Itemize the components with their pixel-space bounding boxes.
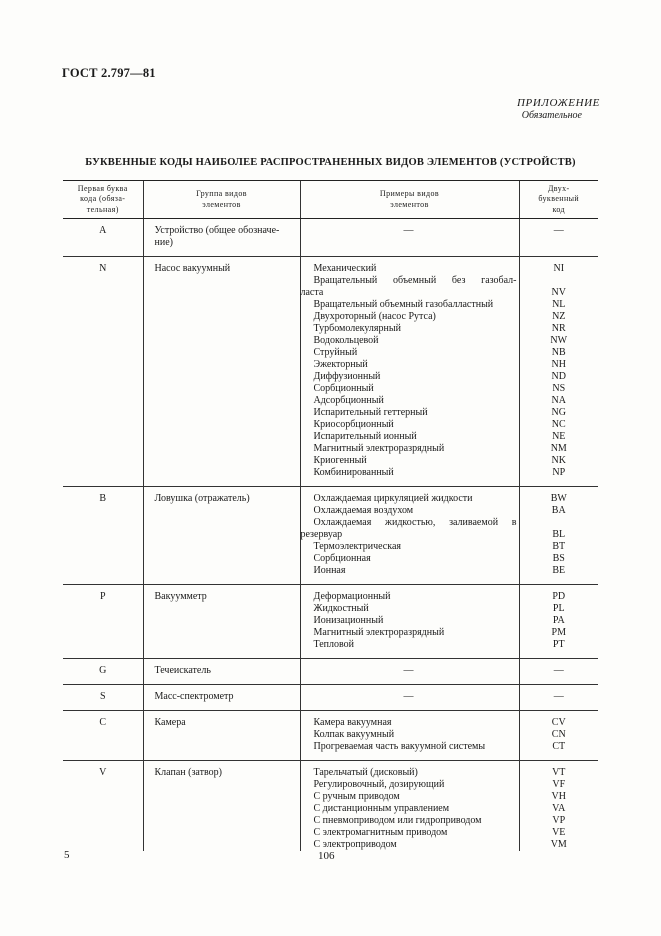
example-line: Механический <box>313 263 377 274</box>
two-letter-code: VA <box>552 803 566 814</box>
two-letter-code: NC <box>551 419 566 430</box>
group-line: Масс-спектрометр <box>154 691 234 702</box>
group-line: Течеискатель <box>154 665 211 676</box>
example-line: Колпак вакуумный <box>313 729 395 740</box>
table-row <box>63 585 598 659</box>
two-letter-code: NH <box>551 359 566 370</box>
code-cell <box>519 711 598 761</box>
table-row <box>63 487 598 585</box>
examples-cell <box>300 487 519 585</box>
two-letter-code: BE <box>552 565 566 576</box>
two-letter-code: BT <box>552 541 566 552</box>
example-line: Сорбционная <box>313 553 371 564</box>
group-cell <box>143 487 300 585</box>
two-letter-code: NG <box>551 407 566 418</box>
example-line: Водокольцевой <box>313 335 379 346</box>
group-line: Камера <box>154 717 186 728</box>
table-row <box>63 257 598 487</box>
empty-dash: — <box>553 665 564 676</box>
header-examples: Примеры видов элементов <box>300 181 519 219</box>
group-cell <box>143 685 300 711</box>
header-first-letter: Первая буква кода (обяза- тельная) <box>63 181 143 219</box>
example-line: Комбинированный <box>313 467 394 478</box>
example-line: Криогенный <box>313 455 367 466</box>
two-letter-code: NA <box>551 395 566 406</box>
examples-cell <box>300 659 519 685</box>
example-line: Охлаждаемая воздухом <box>313 505 414 516</box>
two-letter-code: ND <box>551 371 566 382</box>
two-letter-code: NM <box>550 443 567 454</box>
group-line: Клапан (затвор) <box>154 767 222 778</box>
two-letter-code: VT <box>552 767 566 778</box>
example-line: Двухроторный (насос Рутса) <box>313 311 436 322</box>
empty-dash: — <box>403 225 414 236</box>
code-cell <box>519 219 598 257</box>
two-letter-code: PT <box>552 639 565 650</box>
two-letter-code: NZ <box>552 311 566 322</box>
two-letter-code: NK <box>551 455 566 466</box>
two-letter-code: NV <box>551 287 566 298</box>
first-letter-cell: B <box>63 487 143 585</box>
code-spacer <box>522 517 597 529</box>
examples-cell <box>300 585 519 659</box>
two-letter-code: BW <box>550 493 567 504</box>
example-line: Турбомолекулярный <box>313 323 401 334</box>
two-letter-code: NL <box>552 299 566 310</box>
first-letter-cell: C <box>63 711 143 761</box>
example-line: С пневмоприводом или гидроприводом <box>313 815 482 826</box>
example-line: С ручным приводом <box>313 791 400 802</box>
two-letter-code: VF <box>552 779 566 790</box>
example-line: Деформационный <box>313 591 391 602</box>
letter-codes-table <box>63 180 598 851</box>
two-letter-code: VM <box>550 839 567 850</box>
group-line: Вакуумметр <box>154 591 207 602</box>
table-row <box>63 711 598 761</box>
two-letter-code: VH <box>551 791 566 802</box>
two-letter-code: BS <box>552 553 565 564</box>
examples-cell <box>300 219 519 257</box>
table-title: БУКВЕННЫЕ КОДЫ НАИБОЛЕЕ РАСПРОСТРАНЕННЫХ ВИДОВ ЭЛЕМЕНТОВ (УСТРОЙСТВ) <box>85 157 576 168</box>
examples-cell <box>300 761 519 852</box>
group-cell <box>143 219 300 257</box>
empty-dash: — <box>403 691 414 702</box>
two-letter-code: PM <box>551 627 566 638</box>
example-line: Охлаждаемая циркуляцией жидкости <box>313 493 473 504</box>
example-line: Криосорбционный <box>313 419 394 430</box>
code-cell <box>519 257 598 487</box>
group-cell <box>143 659 300 685</box>
two-letter-code: NW <box>550 335 568 346</box>
appendix-title: ПРИЛОЖЕНИЕ <box>517 97 600 109</box>
group-cell <box>143 257 300 487</box>
code-spacer <box>522 275 597 287</box>
examples-cell <box>300 685 519 711</box>
document-id: ГОСТ 2.797—81 <box>62 66 156 80</box>
example-line: Адсорбционный <box>313 395 384 406</box>
example-line: Вращательный объемный без газобал- <box>313 275 517 286</box>
group-cell <box>143 711 300 761</box>
example-line: С электроприводом <box>313 839 397 850</box>
group-cell <box>143 585 300 659</box>
table-row <box>63 659 598 685</box>
code-cell <box>519 585 598 659</box>
two-letter-code: PL <box>552 603 565 614</box>
example-line: Испарительный ионный <box>313 431 417 442</box>
table-row <box>63 219 598 257</box>
code-cell <box>519 659 598 685</box>
example-line: Магнитный электроразрядный <box>313 627 445 638</box>
example-line: Магнитный электроразрядный <box>313 443 445 454</box>
first-letter-cell: A <box>63 219 143 257</box>
footer-left-number: 5 <box>64 849 70 861</box>
group-line: Устройство (общее обозначе- <box>154 225 280 236</box>
two-letter-code: VE <box>552 827 566 838</box>
two-letter-code: NI <box>553 263 565 274</box>
header-code: Двух- буквенный код <box>519 181 598 219</box>
first-letter-cell: G <box>63 659 143 685</box>
example-line: Регулировочный, дозирующий <box>313 779 445 790</box>
example-line: Термоэлектрическая <box>313 541 401 552</box>
two-letter-code: CV <box>551 717 566 728</box>
table-header-row <box>63 181 598 219</box>
example-line: Струйный <box>313 347 358 358</box>
two-letter-code: NS <box>552 383 566 394</box>
example-line: Прогреваемая часть вакуумной системы <box>313 741 486 752</box>
first-letter-cell: V <box>99 767 107 778</box>
header-group: Группа видов элементов <box>143 181 300 219</box>
example-line: Диффузионный <box>313 371 381 382</box>
first-letter-cell: P <box>63 585 143 659</box>
example-line: Вращательный объемный газобалластный <box>313 299 494 310</box>
example-line: Испарительный геттерный <box>313 407 428 418</box>
group-line: Ловушка (отражатель) <box>154 493 250 504</box>
example-line: резервуар <box>300 529 343 540</box>
example-line: Тепловой <box>313 639 355 650</box>
empty-dash: — <box>553 691 564 702</box>
example-line: Сорбционный <box>313 383 374 394</box>
example-line: Тарельчатый (дисковый) <box>313 767 418 778</box>
two-letter-code: BL <box>552 529 566 540</box>
two-letter-code: NE <box>552 431 566 442</box>
group-cell <box>143 761 300 852</box>
example-line: С электромагнитным приводом <box>313 827 448 838</box>
examples-cell <box>300 711 519 761</box>
examples-cell <box>300 257 519 487</box>
example-line: Ионная <box>313 565 346 576</box>
first-letter-cell: S <box>63 685 143 711</box>
table-row <box>63 761 598 852</box>
example-line: ласта <box>300 287 324 298</box>
example-line: Охлаждаемая жидкостью, заливаемой в <box>313 517 517 528</box>
group-line: ние) <box>154 237 173 248</box>
appendix-status: Обязательное <box>521 110 582 121</box>
code-cell <box>519 761 598 852</box>
example-line: С дистанционным управлением <box>313 803 450 814</box>
two-letter-code: CT <box>552 741 566 752</box>
first-letter-cell: N <box>63 257 143 487</box>
two-letter-code: BA <box>551 505 566 516</box>
empty-dash: — <box>553 225 564 236</box>
two-letter-code: PD <box>552 591 566 602</box>
example-line: Камера вакуумная <box>313 717 392 728</box>
table-body <box>63 219 598 852</box>
example-line: Эжекторный <box>313 359 368 370</box>
two-letter-code: NR <box>551 323 566 334</box>
code-cell <box>519 487 598 585</box>
two-letter-code: NP <box>552 467 566 478</box>
group-line: Насос вакуумный <box>154 263 231 274</box>
code-cell <box>519 685 598 711</box>
page-number: 106 <box>318 850 335 862</box>
example-line: Ионизационный <box>313 615 384 626</box>
empty-dash: — <box>403 665 414 676</box>
two-letter-code: VP <box>552 815 566 826</box>
two-letter-code: CN <box>551 729 566 740</box>
example-line: Жидкостный <box>313 603 369 614</box>
two-letter-code: NB <box>551 347 566 358</box>
two-letter-code: PA <box>552 615 565 626</box>
table-row <box>63 685 598 711</box>
